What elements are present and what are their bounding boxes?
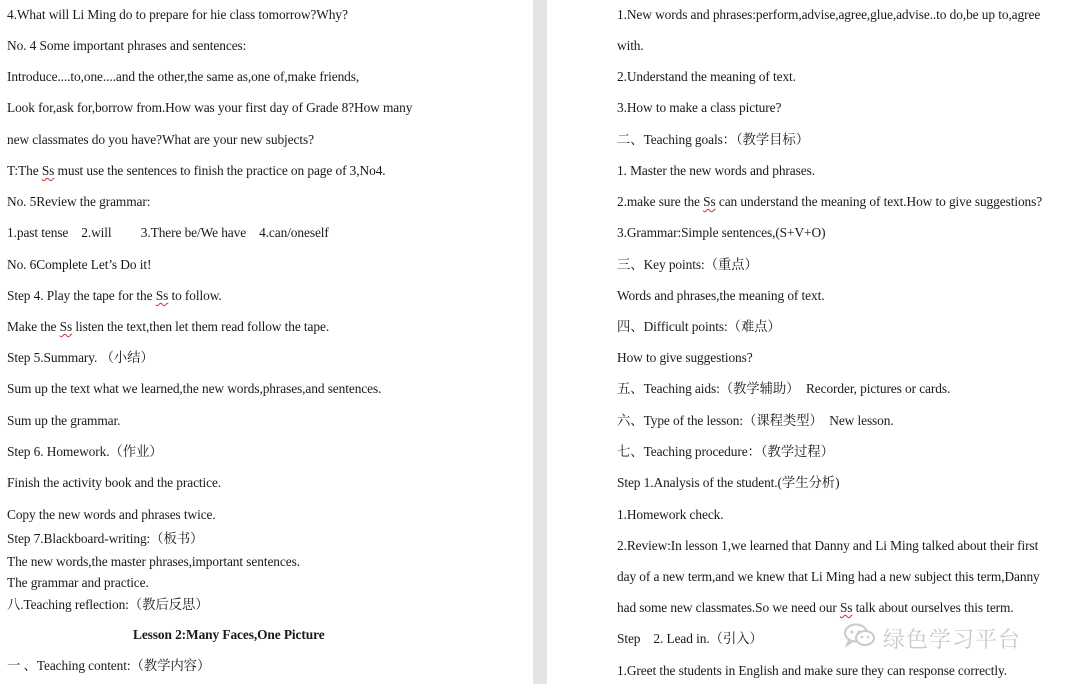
doc-line: 八.Teaching reflection:（教后反思） — [7, 597, 209, 612]
doc-line: 2.Review:In lesson 1,we learned that Danny and Li Ming talked about their first — [617, 538, 1039, 553]
doc-line: T:The Ss must use the sentences to finish the practice on page of 3,No4. — [7, 163, 386, 178]
doc-line: 4.What will Li Ming do to prepare for hie class tomorrow?Why? — [7, 7, 348, 22]
lesson-title: Lesson 2:Many Faces,One Picture — [133, 627, 325, 642]
watermark — [843, 623, 1021, 653]
doc-line: Step 5.Summary. （小结） — [7, 350, 154, 365]
doc-line: No. 4 Some important phrases and sentences: — [7, 38, 247, 53]
doc-line: 3.How to make a class picture? — [617, 100, 782, 115]
document-page-right — [547, 0, 1080, 684]
doc-line: Words and phrases,the meaning of text. — [617, 288, 825, 303]
doc-line: 四、Difficult points:（难点） — [617, 319, 781, 334]
doc-line: 1. Master the new words and phrases. — [617, 163, 815, 178]
doc-line: Finish the activity book and the practice. — [7, 475, 222, 490]
doc-line: 五、Teaching aids:（教学辅助） Recorder, pictures or cards. — [617, 381, 951, 396]
document-page-left — [0, 0, 533, 684]
wechat-icon — [843, 622, 877, 654]
doc-line: Sum up the text what we learned,the new words,phrases,and sentences. — [7, 381, 382, 396]
doc-line: 一 、Teaching content:（教学内容） — [7, 658, 211, 673]
doc-line: new classmates do you have?What are your new subjects? — [7, 132, 314, 147]
doc-line: 1.past tense 2.will 3.There be/We have 4.can/oneself — [7, 225, 329, 240]
page-gutter — [533, 0, 547, 684]
doc-line: Step 4. Play the tape for the Ss to follow. — [7, 288, 222, 303]
doc-line: 三、Key points:（重点） — [617, 257, 758, 272]
doc-line: 3.Grammar:Simple sentences,(S+V+O) — [617, 225, 826, 240]
doc-line: Step 2. Lead in.（引入） — [617, 631, 763, 646]
doc-line: 1.New words and phrases:perform,advise,agree,glue,advise..to do,be up to,agree — [617, 7, 1041, 22]
doc-line: 2.Understand the meaning of text. — [617, 69, 796, 84]
doc-line: 二、Teaching goals：（教学目标） — [617, 132, 810, 147]
doc-line: day of a new term,and we knew that Li Ming had a new subject this term,Danny — [617, 569, 1040, 584]
doc-line: The new words,the master phrases,important sentences. — [7, 554, 300, 569]
doc-line: Introduce....to,one....and the other,the same as,one of,make friends, — [7, 69, 360, 84]
watermark-text: 绿色学习平台 — [883, 627, 1022, 653]
doc-line: Make the Ss listen the text,then let them read follow the tape. — [7, 319, 330, 334]
doc-line: had some new classmates.So we need our Ss talk about ourselves this term. — [617, 600, 1014, 615]
doc-line: No. 6Complete Let’s Do it! — [7, 257, 152, 272]
doc-line: Copy the new words and phrases twice. — [7, 507, 216, 522]
doc-line: Step 1.Analysis of the student.(学生分析) — [617, 475, 840, 490]
doc-line: 1.Greet the students in English and make sure they can response correctly. — [617, 663, 1007, 678]
doc-line: 七、Teaching procedure：（教学过程） — [617, 444, 834, 459]
doc-line: Step 6. Homework.（作业） — [7, 444, 163, 459]
doc-line: 2.make sure the Ss can understand the meaning of text.How to give suggestions? — [617, 194, 1043, 209]
doc-line: Step 7.Blackboard-writing:（板书） — [7, 531, 204, 546]
doc-line: 六、Type of the lesson:（课程类型） New lesson. — [617, 413, 894, 428]
doc-line: No. 5Review the grammar: — [7, 194, 151, 209]
doc-line: Look for,ask for,borrow from.How was your first day of Grade 8?How many — [7, 100, 413, 115]
doc-line: 1.Homework check. — [617, 507, 724, 522]
doc-line: The grammar and practice. — [7, 575, 149, 590]
doc-line: with. — [617, 38, 644, 53]
doc-line: Sum up the grammar. — [7, 413, 121, 428]
doc-line: How to give suggestions? — [617, 350, 753, 365]
